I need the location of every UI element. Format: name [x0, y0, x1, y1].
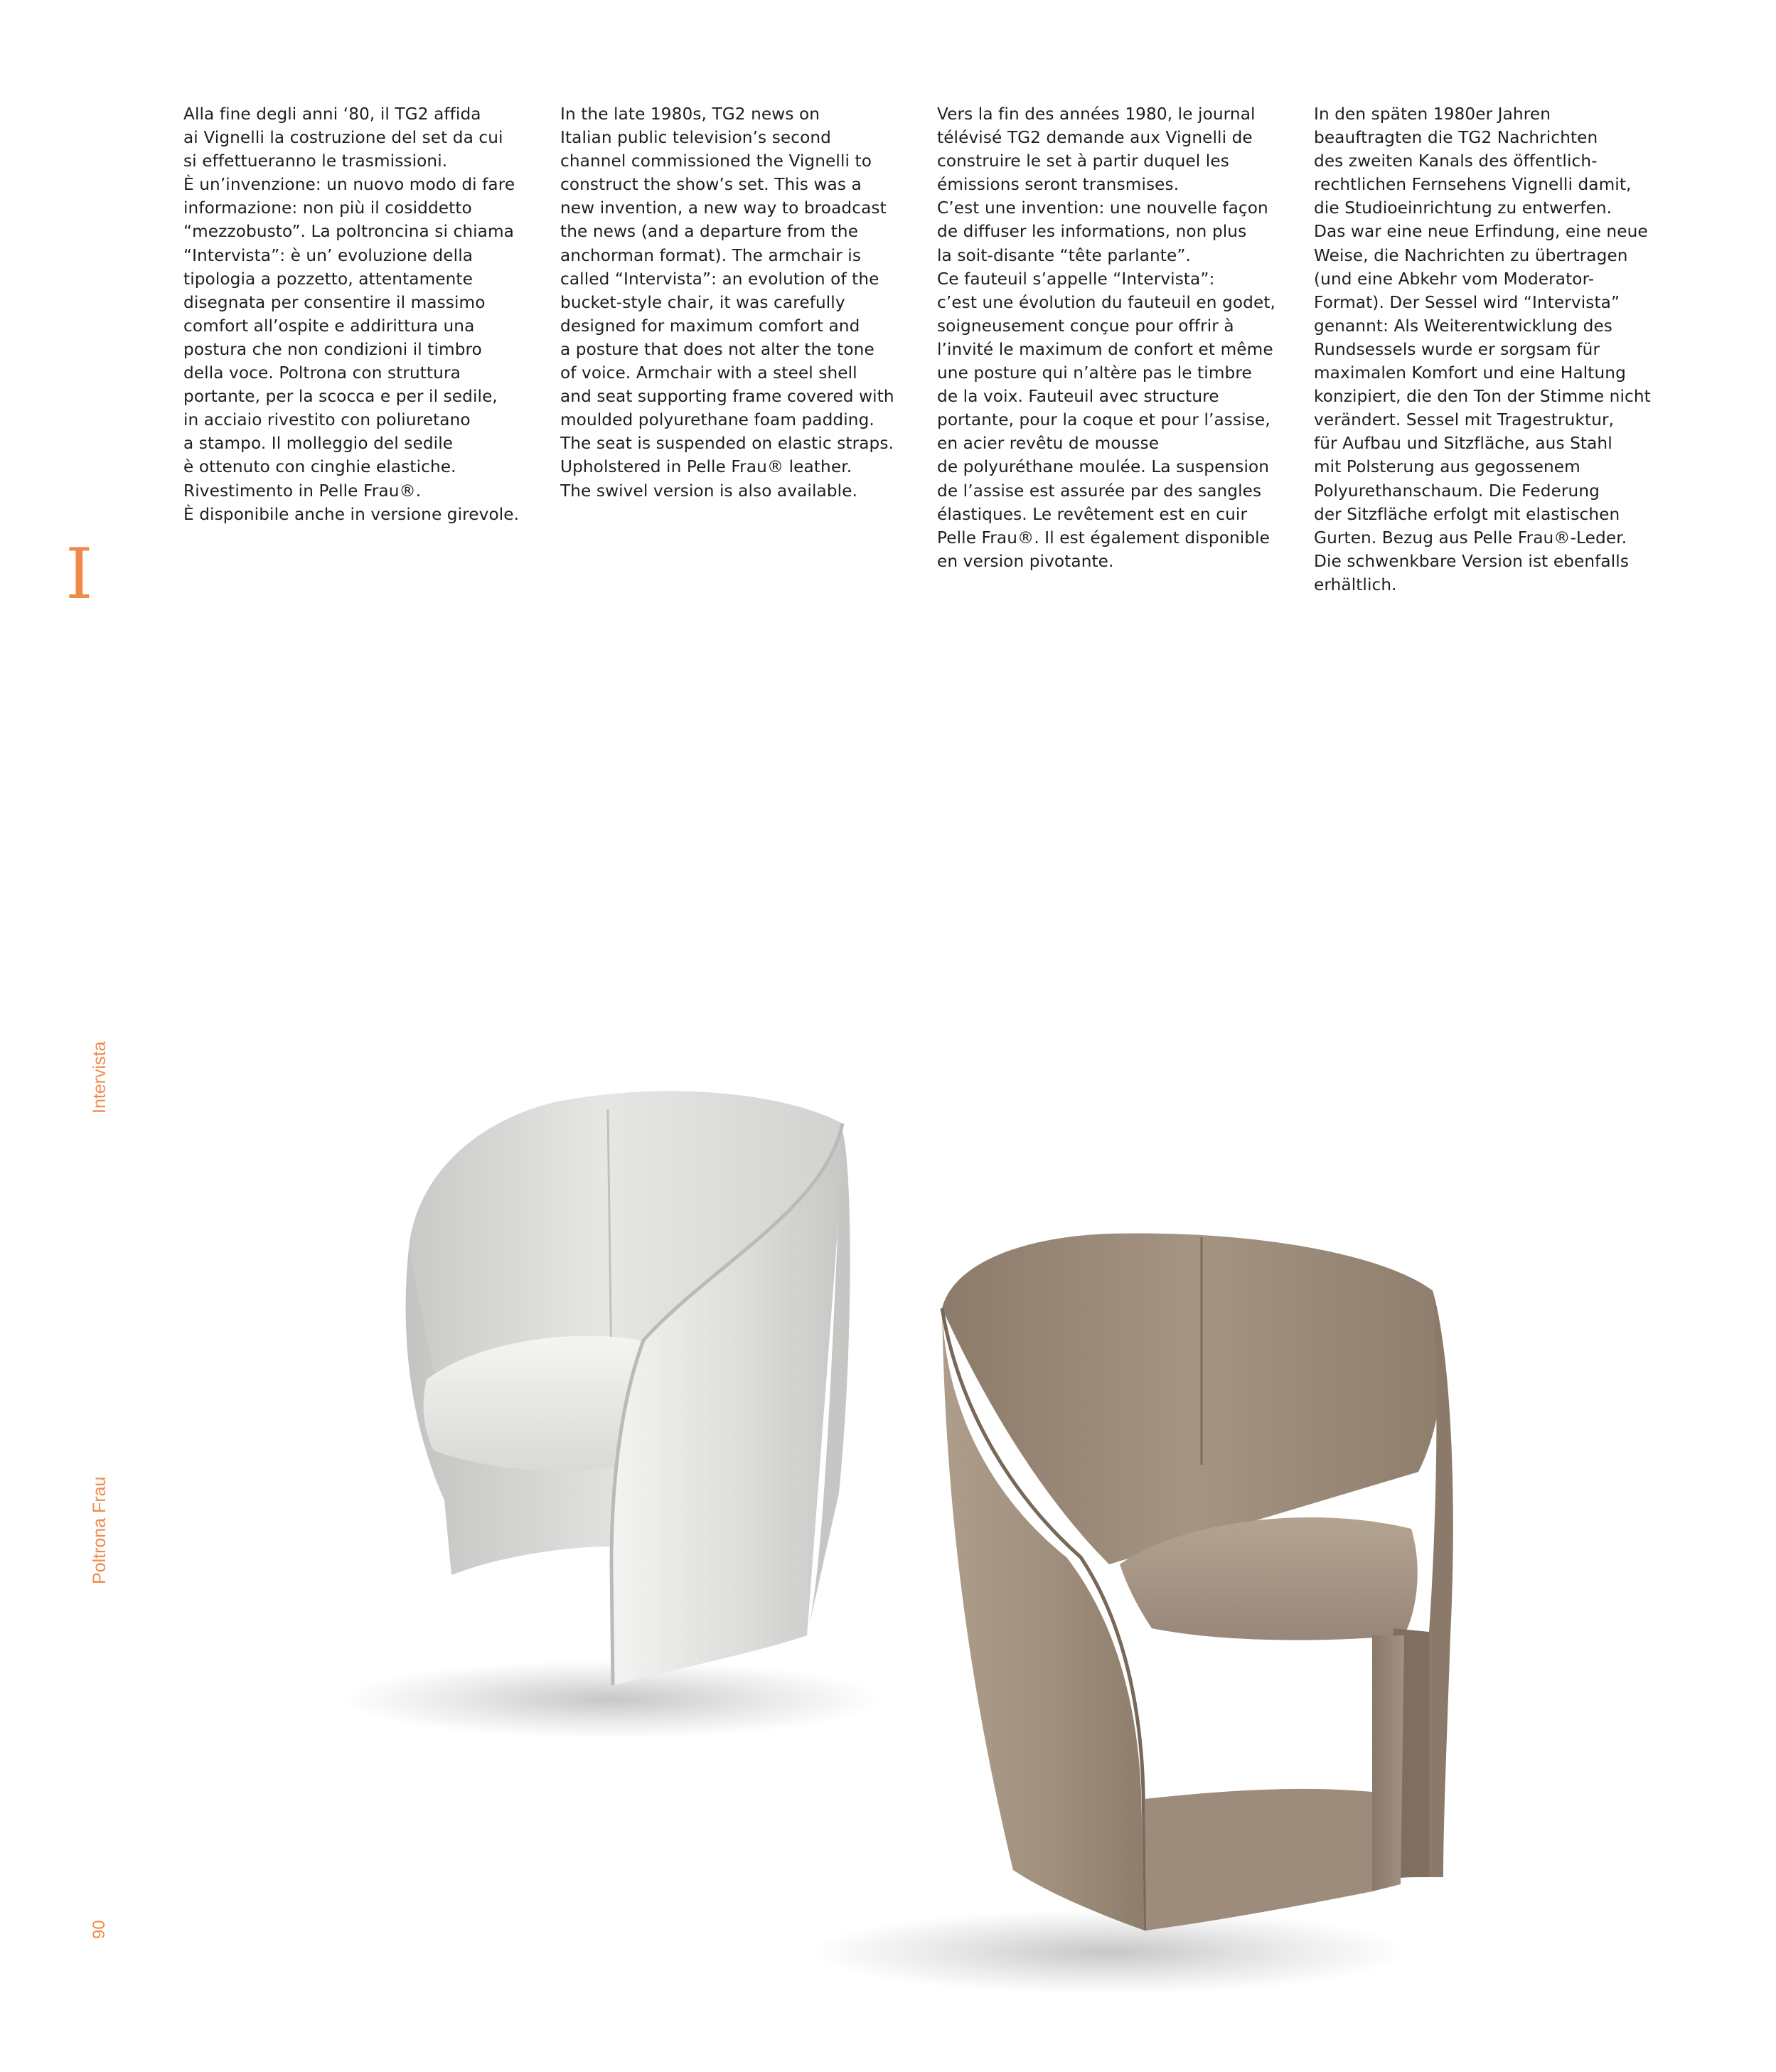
white-armchair: [406, 1091, 850, 1685]
side-label-brand: Poltrona Frau: [90, 1476, 109, 1584]
section-initial-letter: I: [65, 534, 93, 615]
body-text-german: In den späten 1980er Jahren beauftragten die TG2 Nachrichten des zweiten Kanals des öffentlich- rechtlichen Fernsehens Vignelli damit, die Studioeinrichtung zu entwerfen. Das war eine neue Erfindung, eine neue Weise, die Nachrichten zu übertragen (und eine Abkehr vom Moderator- Format). Der Sessel wird “Intervista” genannt: Als Weiterentwicklung des Rundsessels wurde er sorgsam für maximalen Komfort und eine Haltung konzipiert, die den Ton der Stimme nicht verändert. Sessel mit Tragestruktur, für Aufbau und Sitzfläche, aus Stahl mit Polsterung aus gegossenem Polyurethanschaum. Die Federung der Sitzfläche erfolgt mit elastischen Gurten. Bezug aus Pelle Frau®-Leder. Die schwenkbare Version ist ebenfalls erhältlich.: [1314, 105, 1651, 594]
body-text-french: Vers la fin des années 1980, le journal télévisé TG2 demande aux Vignelli de construire le set à partir duquel les émissions seront transmises. C’est une invention: une nouvelle façon de diffuser les informations, non plus la soit-disante “tête parlante”. Ce fauteuil s’appelle “Intervista”: c’est une évolution du fauteuil en godet, soigneusement conçue pour offrir à l’invité le maximum de confort et même une posture qui n’altère pas le timbre de la voix. Fauteuil avec structure portante, pour la coque et pour l’assise, en acier revêtu de mousse de polyuréthane moulée. La suspension de l’assise est assurée par des sangles élastiques. Le revêtement est en cuir Pelle Frau®. Il est également disponible en version pivotante.: [937, 105, 1276, 571]
taupe-armchair: [942, 1233, 1453, 1931]
page-number: 90: [90, 1920, 109, 1939]
body-text-english: In the late 1980s, TG2 news on Italian public television’s second channel commissioned the Vignelli to construct the show’s set. This was a new invention, a new way to broadcast the news (and a departure from the anchorman format). The armchair is called “Intervista”: an evolution of the bucket-style chair, it was carefully designed for maximum comfort and a posture that does not alter the tone of voice. Armchair with a steel shell and seat supporting frame covered with moulded polyurethane foam padding. The seat is suspended on elastic straps. Upholstered in Pelle Frau® leather. The swivel version is also available.: [560, 105, 894, 501]
body-text-italian: Alla fine degli anni ‘80, il TG2 affida ai Vignelli la costruzione del set da cui si effettueranno le trasmissioni. È un’invenzione: un nuovo modo di fare informazione: non più il cosiddetto “mezzobusto”. La poltroncina si chiama “Intervista”: è un’ evoluzione della tipologia a pozzetto, attentamente disegnata per consentire il massimo comfort all’ospite e addirittura una postura che non condizioni il timbro della voce. Poltrona con struttura portante, per la scocca e per il sedile, in acciaio rivestito con poliuretano a stampo. Il molleggio del sedile è ottenuto con cinghie elastiche. Rivestimento in Pelle Frau®. È disponibile anche in versione girevole.: [183, 105, 520, 524]
side-label-product: Intervista: [90, 1041, 109, 1114]
